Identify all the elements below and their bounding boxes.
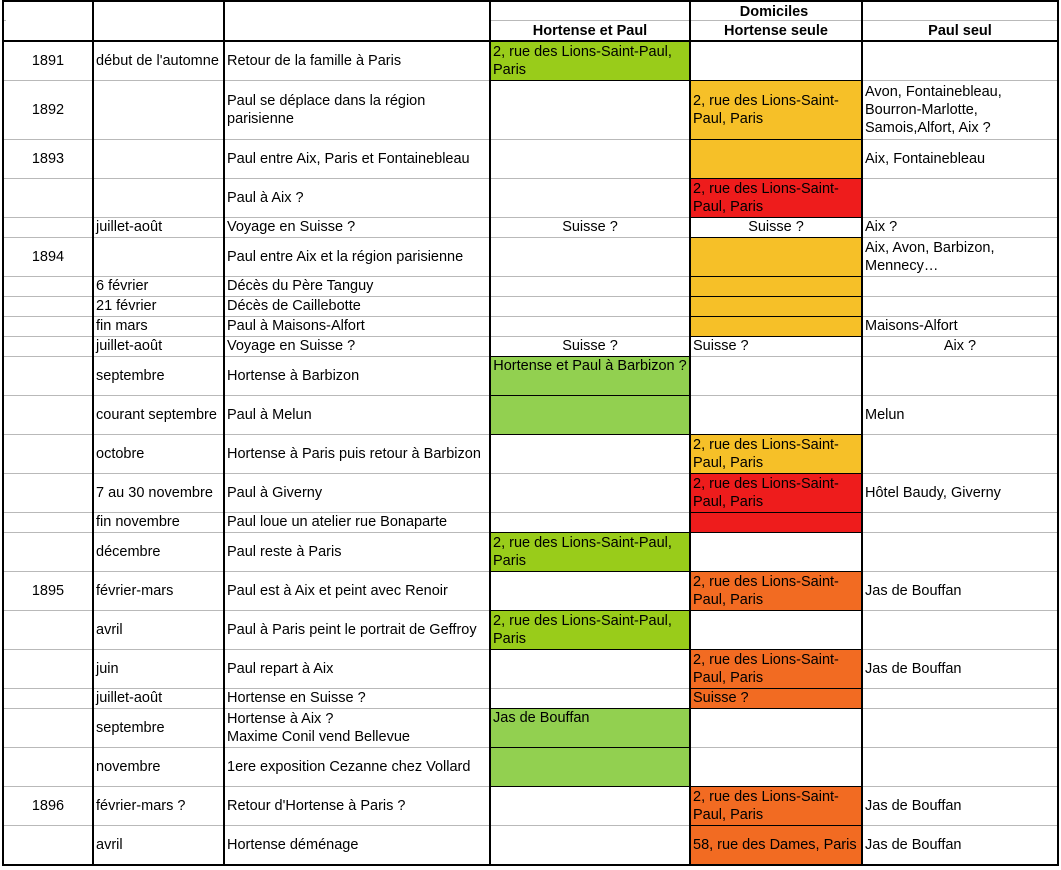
cell-r9-year bbox=[3, 336, 93, 356]
cell-text: juillet-août bbox=[96, 219, 163, 235]
cell-r19-hp bbox=[490, 688, 690, 708]
cell-r7-event bbox=[224, 296, 490, 316]
fill-border bbox=[690, 473, 862, 474]
cell-r10-event bbox=[224, 356, 490, 395]
cell-r9-p bbox=[862, 336, 1058, 356]
cell-text: Décès du Père Tanguy bbox=[227, 278, 374, 294]
cell-r23-event bbox=[224, 825, 490, 865]
cell-r19-p bbox=[862, 688, 1058, 708]
cell-r3-p bbox=[862, 178, 1058, 217]
cell-r2-hp bbox=[490, 139, 690, 178]
header-domiciles-text: Domiciles bbox=[739, 4, 809, 20]
cell-r17-event bbox=[224, 610, 490, 649]
cell-r18-hp bbox=[490, 649, 690, 688]
cell-r5-when bbox=[93, 237, 224, 276]
fill-border bbox=[690, 276, 862, 277]
cell-r9-event bbox=[224, 336, 490, 356]
cell-r2-when bbox=[93, 139, 224, 178]
cell-r1-when bbox=[93, 80, 224, 139]
cell-text: 21 février bbox=[96, 298, 157, 314]
cell-r20-year bbox=[3, 708, 93, 747]
cell-r4-p bbox=[862, 217, 1058, 237]
cell-r14-event bbox=[224, 512, 490, 532]
fill-border bbox=[690, 571, 862, 572]
column-divider bbox=[861, 0, 863, 866]
cell-text: Suisse ? bbox=[693, 338, 749, 354]
cell-r23-hp bbox=[490, 825, 690, 865]
cell-r8-h bbox=[690, 316, 862, 336]
cell-r1-year bbox=[3, 80, 93, 139]
cell-r15-year bbox=[3, 532, 93, 571]
cell-r18-h bbox=[690, 649, 862, 688]
cell-r16-event bbox=[224, 571, 490, 610]
fill-border bbox=[490, 610, 690, 611]
cell-r10-h bbox=[690, 356, 862, 395]
cell-r12-h bbox=[690, 434, 862, 473]
fill-border bbox=[690, 688, 862, 689]
cell-r21-hp bbox=[490, 747, 690, 786]
cell-r7-p bbox=[862, 296, 1058, 316]
cell-r14-hp bbox=[490, 512, 690, 532]
cell-r6-h bbox=[690, 276, 862, 296]
fill-border bbox=[490, 532, 690, 533]
cell-text: 2, rue des Lions-Saint-Paul, Paris bbox=[693, 436, 839, 471]
cell-text: Jas de Bouffan bbox=[865, 837, 962, 853]
fill-border bbox=[490, 356, 690, 357]
cell-text: 2, rue des Lions-Saint-Paul, Paris bbox=[693, 573, 839, 608]
fill-border bbox=[690, 532, 862, 533]
cell-r5-h bbox=[690, 237, 862, 276]
cell-r6-p bbox=[862, 276, 1058, 296]
cell-r1-event bbox=[224, 80, 490, 139]
cell-r10-when bbox=[93, 356, 224, 395]
cell-text: Paul se déplace dans la région parisienne bbox=[227, 92, 426, 127]
fill-border bbox=[690, 786, 862, 787]
column-divider bbox=[223, 0, 225, 866]
cell-text: Hortense déménage bbox=[227, 837, 359, 853]
cell-text: Paul à Maisons-Alfort bbox=[227, 318, 365, 334]
cell-text: Paul à Melun bbox=[227, 406, 312, 423]
cell-r20-hp bbox=[490, 708, 690, 747]
cell-text: 2, rue des Lions-Saint-Paul, Paris bbox=[693, 788, 839, 823]
cell-r13-p bbox=[862, 473, 1058, 512]
cell-text: Paul entre Aix et la région parisienne bbox=[227, 248, 464, 265]
cell-text: Paul reste à Paris bbox=[227, 543, 342, 560]
cell-r5-event bbox=[224, 237, 490, 276]
cell-text: février-mars bbox=[96, 582, 174, 599]
cell-r7-hp bbox=[490, 296, 690, 316]
cell-r1-p bbox=[862, 80, 1058, 139]
cell-text: Suisse ? bbox=[562, 338, 618, 354]
cell-r6-hp bbox=[490, 276, 690, 296]
cell-text: 2, rue des Lions-Saint-Paul, Paris bbox=[693, 180, 839, 215]
cell-r15-h bbox=[690, 532, 862, 571]
cell-r11-hp bbox=[490, 395, 690, 434]
cell-text: juillet-août bbox=[96, 338, 163, 354]
cell-r11-p bbox=[862, 395, 1058, 434]
cell-r12-year bbox=[3, 434, 93, 473]
cell-r4-year bbox=[3, 217, 93, 237]
cell-r13-hp bbox=[490, 473, 690, 512]
cell-r6-event bbox=[224, 276, 490, 296]
cell-text: 58, rue des Dames, Paris bbox=[693, 837, 857, 853]
cell-r5-hp bbox=[490, 237, 690, 276]
cell-text: Jas de Bouffan bbox=[865, 582, 962, 599]
row-divider bbox=[3, 296, 1058, 297]
cell-text: Paul à Paris peint le portrait de Geffroy bbox=[227, 621, 477, 638]
cell-text: Décès de Caillebotte bbox=[227, 298, 361, 314]
cell-r11-year bbox=[3, 395, 93, 434]
cell-r5-year bbox=[3, 237, 93, 276]
cell-r6-year bbox=[3, 276, 93, 296]
cell-text: Retour de la famille à Paris bbox=[227, 52, 402, 69]
cell-text: Paul est à Aix et peint avec Renoir bbox=[227, 582, 448, 599]
cell-r13-h bbox=[690, 473, 862, 512]
header-paul-seul-text: Paul seul bbox=[928, 22, 992, 39]
cell-text: 6 février bbox=[96, 278, 149, 294]
cell-r15-when bbox=[93, 532, 224, 571]
column-divider bbox=[489, 0, 491, 866]
fill-border bbox=[490, 80, 690, 81]
cell-r10-hp bbox=[490, 356, 690, 395]
fill-border bbox=[690, 217, 862, 218]
cell-r2-event bbox=[224, 139, 490, 178]
row-divider bbox=[3, 139, 1058, 140]
cell-r15-p bbox=[862, 532, 1058, 571]
cell-text: Paul entre Aix, Paris et Fontainebleau bbox=[227, 150, 470, 167]
row-divider bbox=[3, 512, 1058, 513]
cell-r0-event bbox=[224, 41, 490, 80]
cell-r20-h bbox=[690, 708, 862, 747]
cell-r21-event bbox=[224, 747, 490, 786]
cell-r3-when bbox=[93, 178, 224, 217]
cell-text: septembre bbox=[96, 367, 165, 384]
cell-text: Aix, Avon, Barbizon, Mennecy… bbox=[865, 239, 995, 274]
cell-r12-p bbox=[862, 434, 1058, 473]
cell-text: octobre bbox=[96, 445, 145, 462]
fill-border bbox=[690, 178, 862, 179]
cell-text: Hortense à Barbizon bbox=[227, 367, 360, 384]
cell-r9-h bbox=[690, 336, 862, 356]
cell-r4-event bbox=[224, 217, 490, 237]
cell-r11-event bbox=[224, 395, 490, 434]
cell-r8-hp bbox=[490, 316, 690, 336]
fill-border bbox=[690, 316, 862, 317]
cell-text: Hortense à Paris puis retour à Barbizon bbox=[227, 445, 481, 462]
cell-r0-when bbox=[93, 41, 224, 80]
fill-border bbox=[690, 825, 862, 826]
cell-text: 1895 bbox=[31, 582, 65, 599]
cell-r12-hp bbox=[490, 434, 690, 473]
cell-text: 2, rue des Lions-Saint-Paul, Paris bbox=[693, 651, 839, 686]
cell-r16-p bbox=[862, 571, 1058, 610]
cell-text: Paul à Giverny bbox=[227, 484, 323, 501]
cell-r21-p bbox=[862, 747, 1058, 786]
fill-border bbox=[690, 434, 862, 435]
fill-border bbox=[690, 296, 862, 297]
cell-text: 1891 bbox=[31, 52, 65, 69]
cell-r14-year bbox=[3, 512, 93, 532]
cell-text: juillet-août bbox=[96, 690, 163, 706]
cell-r9-hp bbox=[490, 336, 690, 356]
cell-r16-hp bbox=[490, 571, 690, 610]
cell-r19-h bbox=[690, 688, 862, 708]
column-divider bbox=[689, 0, 691, 866]
cell-text: Avon, Fontainebleau, Bourron-Marlotte, Samois,Alfort, Aix ? bbox=[865, 83, 1002, 136]
cell-r2-h bbox=[690, 139, 862, 178]
fill-border bbox=[490, 395, 690, 396]
header-hortense-seule-text: Hortense seule bbox=[724, 22, 828, 39]
cell-r22-h bbox=[690, 786, 862, 825]
cell-r17-hp bbox=[490, 610, 690, 649]
cell-r22-when bbox=[93, 786, 224, 825]
cell-r11-h bbox=[690, 395, 862, 434]
row-divider bbox=[3, 178, 1058, 179]
fill-border bbox=[490, 41, 690, 42]
cell-r12-event bbox=[224, 434, 490, 473]
cell-r17-h bbox=[690, 610, 862, 649]
cell-text: avril bbox=[96, 621, 123, 638]
cell-r0-hp bbox=[490, 41, 690, 80]
cell-text: 1892 bbox=[31, 101, 65, 118]
cell-text: fin novembre bbox=[96, 514, 180, 530]
cell-text: février-mars ? bbox=[96, 797, 186, 814]
cell-r17-year bbox=[3, 610, 93, 649]
cell-r4-h bbox=[690, 217, 862, 237]
row-divider bbox=[3, 316, 1058, 317]
cell-r13-year bbox=[3, 473, 93, 512]
fill-border bbox=[690, 865, 862, 866]
cell-r23-year bbox=[3, 825, 93, 865]
cell-r23-p bbox=[862, 825, 1058, 865]
cell-r20-when bbox=[93, 708, 224, 747]
cell-r16-year bbox=[3, 571, 93, 610]
cell-text: fin mars bbox=[96, 318, 148, 334]
column-divider bbox=[1057, 0, 1059, 866]
fill-border bbox=[490, 786, 690, 787]
cell-text: Suisse ? bbox=[748, 219, 804, 235]
cell-text: courant septembre bbox=[96, 406, 217, 423]
cell-text: 7 au 30 novembre bbox=[96, 484, 213, 501]
cell-text: Melun bbox=[865, 406, 905, 423]
cell-text: 1893 bbox=[31, 150, 65, 167]
cell-r19-year bbox=[3, 688, 93, 708]
cell-r3-hp bbox=[490, 178, 690, 217]
cell-r13-event bbox=[224, 473, 490, 512]
cell-r7-year bbox=[3, 296, 93, 316]
fill-border bbox=[690, 237, 862, 238]
cell-r9-when bbox=[93, 336, 224, 356]
cell-text: Jas de Bouffan bbox=[493, 710, 590, 726]
cell-text: Hortense en Suisse ? bbox=[227, 690, 366, 706]
cell-r22-p bbox=[862, 786, 1058, 825]
fill-border bbox=[490, 649, 690, 650]
header-paul-seul bbox=[862, 20, 1058, 41]
cell-r19-when bbox=[93, 688, 224, 708]
cell-text: Hortense à Aix ? Maxime Conil vend Bellevue bbox=[227, 710, 410, 745]
cell-r19-event bbox=[224, 688, 490, 708]
header-hortense-et-paul bbox=[490, 20, 690, 41]
cell-text: 2, rue des Lions-Saint-Paul, Paris bbox=[693, 92, 839, 127]
cell-r16-when bbox=[93, 571, 224, 610]
header-domiciles bbox=[490, 2, 1058, 22]
header-hortense-seule bbox=[690, 20, 862, 41]
cell-r14-h bbox=[690, 512, 862, 532]
cell-r15-hp bbox=[490, 532, 690, 571]
cell-r8-event bbox=[224, 316, 490, 336]
cell-text: Hôtel Baudy, Giverny bbox=[865, 484, 1001, 501]
cell-text: Hortense et Paul à Barbizon ? bbox=[493, 358, 687, 374]
cell-r16-h bbox=[690, 571, 862, 610]
cell-r18-p bbox=[862, 649, 1058, 688]
cell-r18-event bbox=[224, 649, 490, 688]
fill-border bbox=[490, 708, 690, 709]
cell-text: Jas de Bouffan bbox=[865, 797, 962, 814]
cell-r3-year bbox=[3, 178, 93, 217]
fill-border bbox=[690, 708, 862, 709]
cell-text: Paul loue un atelier rue Bonaparte bbox=[227, 514, 448, 530]
cell-text: Aix, Fontainebleau bbox=[865, 150, 986, 167]
cell-r1-h bbox=[690, 80, 862, 139]
fill-border bbox=[690, 610, 862, 611]
cell-r3-h bbox=[690, 178, 862, 217]
cell-r11-when bbox=[93, 395, 224, 434]
cell-r15-event bbox=[224, 532, 490, 571]
fill-border bbox=[690, 80, 862, 81]
cell-text: Suisse ? bbox=[693, 690, 749, 706]
cell-r21-when bbox=[93, 747, 224, 786]
cell-text: 2, rue des Lions-Saint-Paul, Paris bbox=[693, 475, 839, 510]
cell-r8-year bbox=[3, 316, 93, 336]
cell-r18-when bbox=[93, 649, 224, 688]
cell-r2-year bbox=[3, 139, 93, 178]
cell-r0-year bbox=[3, 41, 93, 80]
cell-text: Paul à Aix ? bbox=[227, 189, 304, 206]
fill-border bbox=[690, 512, 862, 513]
column-divider bbox=[92, 0, 94, 866]
cell-text: Suisse ? bbox=[562, 219, 618, 235]
cell-text: 2, rue des Lions-Saint-Paul, Paris bbox=[493, 534, 672, 569]
fill-border bbox=[490, 434, 690, 435]
cell-r0-p bbox=[862, 41, 1058, 80]
cell-r20-event bbox=[224, 708, 490, 747]
cell-r22-hp bbox=[490, 786, 690, 825]
cell-r17-p bbox=[862, 610, 1058, 649]
cell-r0-h bbox=[690, 41, 862, 80]
cell-r6-when bbox=[93, 276, 224, 296]
row-divider bbox=[3, 825, 1058, 826]
header-hortense-et-paul-text: Hortense et Paul bbox=[532, 22, 648, 39]
cell-r4-when bbox=[93, 217, 224, 237]
cell-r8-p bbox=[862, 316, 1058, 336]
cell-text: début de l'automne bbox=[96, 52, 219, 69]
fill-border bbox=[690, 649, 862, 650]
fill-border bbox=[490, 571, 690, 572]
cell-r7-h bbox=[690, 296, 862, 316]
row-divider bbox=[3, 237, 1058, 238]
cell-r7-when bbox=[93, 296, 224, 316]
fill-border bbox=[690, 336, 862, 337]
cell-text: Aix ? bbox=[943, 338, 977, 354]
row-divider bbox=[3, 473, 1058, 474]
fill-border bbox=[490, 747, 690, 748]
table-border-top bbox=[2, 0, 1059, 2]
cell-r8-when bbox=[93, 316, 224, 336]
table-border-bottom bbox=[2, 864, 1059, 866]
cell-r22-year bbox=[3, 786, 93, 825]
row-divider bbox=[3, 336, 1058, 337]
cell-r2-p bbox=[862, 139, 1058, 178]
cell-r3-event bbox=[224, 178, 490, 217]
cell-r10-p bbox=[862, 356, 1058, 395]
cell-r10-year bbox=[3, 356, 93, 395]
cell-text: juin bbox=[96, 660, 119, 677]
cell-text: décembre bbox=[96, 543, 161, 560]
cell-r14-p bbox=[862, 512, 1058, 532]
cell-text: Retour d'Hortense à Paris ? bbox=[227, 797, 406, 814]
cell-text: 1ere exposition Cezanne chez Vollard bbox=[227, 758, 471, 775]
cell-text: novembre bbox=[96, 758, 161, 775]
cell-r23-when bbox=[93, 825, 224, 865]
cell-r23-h bbox=[690, 825, 862, 865]
row-divider bbox=[3, 688, 1058, 689]
cell-r22-event bbox=[224, 786, 490, 825]
column-divider bbox=[2, 0, 4, 866]
cell-text: Aix ? bbox=[865, 219, 898, 235]
cell-r12-when bbox=[93, 434, 224, 473]
cell-r14-when bbox=[93, 512, 224, 532]
cell-r21-h bbox=[690, 747, 862, 786]
cell-r1-hp bbox=[490, 80, 690, 139]
cell-r4-hp bbox=[490, 217, 690, 237]
cell-text: 1894 bbox=[31, 248, 65, 265]
cell-text: Voyage en Suisse ? bbox=[227, 338, 356, 354]
cell-text: septembre bbox=[96, 719, 165, 736]
cell-text: 2, rue des Lions-Saint-Paul, Paris bbox=[493, 612, 672, 647]
cell-text: Paul repart à Aix bbox=[227, 660, 334, 677]
cell-text: avril bbox=[96, 837, 123, 853]
row-divider bbox=[490, 20, 1058, 21]
cell-r5-p bbox=[862, 237, 1058, 276]
cell-r17-when bbox=[93, 610, 224, 649]
cell-r18-year bbox=[3, 649, 93, 688]
cell-text: Jas de Bouffan bbox=[865, 660, 962, 677]
cell-text: 2, rue des Lions-Saint-Paul, Paris bbox=[493, 43, 672, 78]
cell-r20-p bbox=[862, 708, 1058, 747]
fill-border bbox=[690, 139, 862, 140]
row-divider bbox=[3, 217, 1058, 218]
row-divider bbox=[3, 276, 1058, 277]
cell-text: 1896 bbox=[31, 797, 65, 814]
cell-r21-year bbox=[3, 747, 93, 786]
cell-text: Maisons-Alfort bbox=[865, 318, 958, 334]
cell-text: Voyage en Suisse ? bbox=[227, 219, 356, 235]
cell-r13-when bbox=[93, 473, 224, 512]
